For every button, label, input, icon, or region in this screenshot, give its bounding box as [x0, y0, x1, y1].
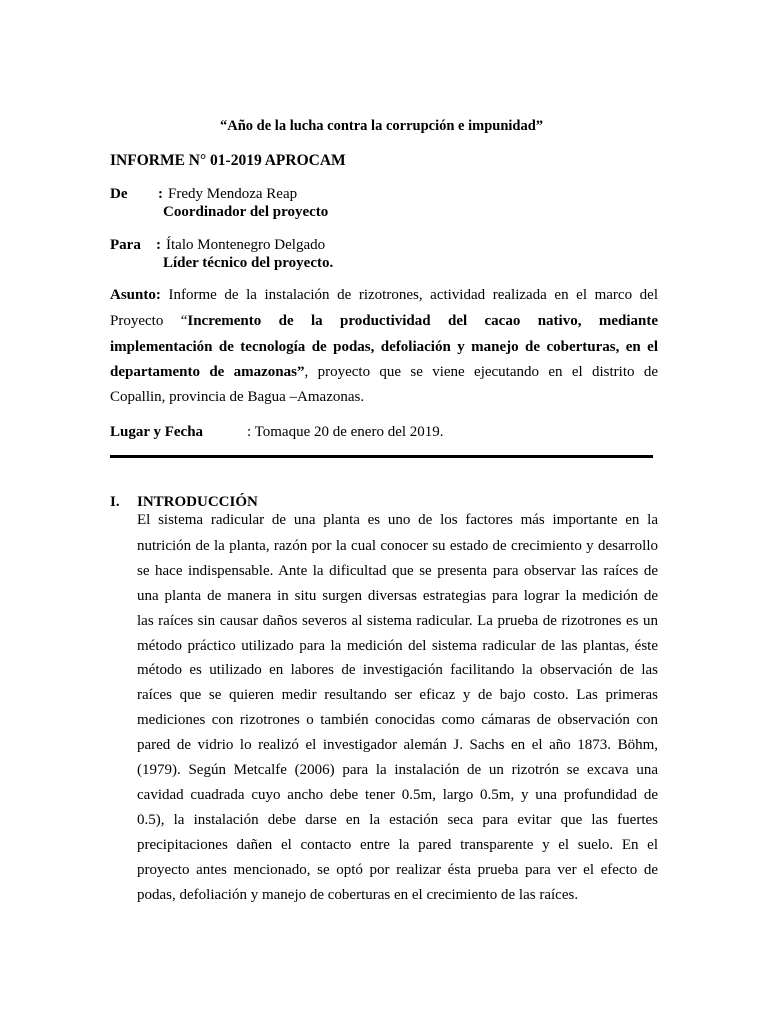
section-number: I.: [110, 494, 120, 510]
from-name: Fredy Mendoza Reap: [168, 186, 298, 202]
paragraph-line: cavidad cuadrada cuyo ancho debe tener 0.5m, largo 0.5m, y una profundidad de: [137, 787, 658, 803]
motto: “Año de la lucha contra la corrupción e impunidad”: [220, 118, 544, 134]
paragraph-line: El sistema radicular de una planta es uno de los factores más importante en la: [137, 512, 658, 528]
paragraph-line: raíces que se quieren medir resultando ser eficaz y de bajo costo. Las primeras: [137, 687, 658, 703]
subject-label: Asunto:: [110, 287, 161, 303]
paragraph-line: método es utilizado en labores de investigación facilitando la observación de las: [137, 662, 658, 678]
paragraph-line: método práctico utilizado para la medición del sistema radicular de las plantas, éste: [137, 638, 658, 654]
to-colon: :: [156, 237, 161, 253]
paragraph-line: las raíces sin causar daños severos al sistema radicular. La prueba de rizotrones es un: [137, 613, 658, 629]
report-title: INFORME N° 01-2019 APROCAM: [110, 152, 346, 169]
paragraph-line: 0.5), la instalación debe darse en la estación seca para evitar que las fuertes: [137, 812, 658, 828]
subject-line1-text: Informe de la instalación de rizotrones, actividad realizada en el marco del: [168, 287, 658, 303]
place-date-value: : Tomaque 20 de enero del 2019.: [247, 424, 444, 440]
paragraph-line: (1979). Según Metcalfe (2006) para la instalación de un rizotrón se excava una: [137, 762, 658, 778]
subject-line-5: Copallin, provincia de Bagua –Amazonas.: [110, 389, 365, 405]
separator-rule: [110, 455, 653, 458]
to-role: Líder técnico del proyecto.: [163, 255, 334, 271]
subject-line-1: [110, 287, 658, 304]
from-role: Coordinador del proyecto: [163, 204, 329, 220]
subject-project-title-part1: Incremento de la productividad del cacao nativo, mediante: [187, 313, 658, 329]
paragraph-line: una planta de manera in situ surgen diversas estrategias para lograr la medición de: [137, 588, 658, 604]
paragraph-line: pared de vidrio lo realizó el investigador alemán J. Sachs en el año 1873. Böhm,: [137, 737, 658, 753]
paragraph-line: se hace indispensable. Ante la dificultad que se presenta para observar las raíces de: [137, 563, 658, 579]
paragraph-line: mediciones con rizotrones o también conocidas como cámaras de observación con: [137, 712, 658, 728]
from-colon: :: [158, 186, 163, 202]
paragraph-line: precipitaciones dañen el contacto entre la pared transparente y el suelo. En el: [137, 837, 658, 853]
subject-line-4: [110, 364, 658, 381]
subject-line4-plain: , proyecto que se viene ejecutando en el distrito de: [304, 364, 658, 380]
place-date-label: Lugar y Fecha: [110, 424, 204, 440]
subject-line-3: implementación de tecnología de podas, defoliación y manejo de coberturas, en el: [110, 339, 658, 355]
subject-line2-plain: Proyecto “: [110, 313, 188, 329]
from-label: De: [110, 186, 128, 202]
subject-project-title-part3: departamento de amazonas”: [110, 364, 305, 380]
paragraph-line: nutrición de la planta, razón por la cual conocer su estado de crecimiento y desarrollo: [137, 538, 658, 554]
paragraph-line: podas, defoliación y manejo de coberturas en el crecimiento de las raíces.: [137, 887, 579, 903]
to-name: Ítalo Montenegro Delgado: [166, 237, 326, 253]
paragraph-line: proyecto antes mencionado, se optó por realizar ésta prueba para ver el efecto de: [137, 862, 658, 878]
to-label: Para: [110, 237, 141, 253]
section-title: INTRODUCCIÓN: [137, 494, 258, 510]
subject-line-2: [110, 313, 658, 330]
